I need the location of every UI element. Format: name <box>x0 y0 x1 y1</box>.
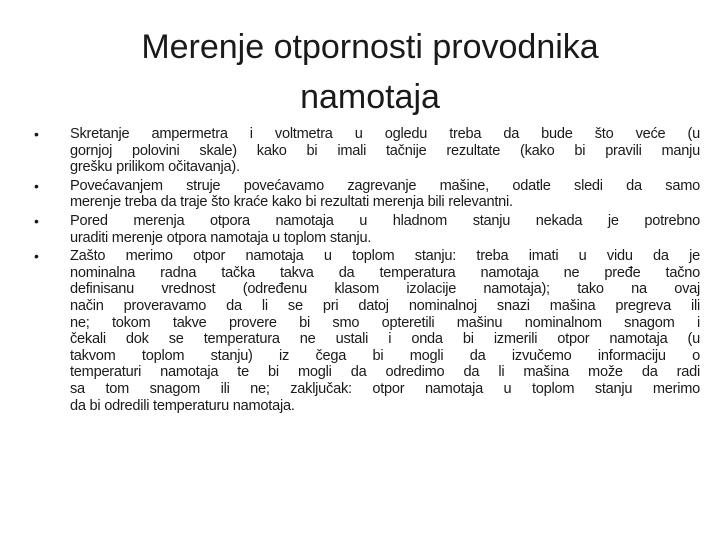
bullet-text-line: grešku prilikom očitavanja). <box>70 159 240 176</box>
bullet-text-line: merenje treba da traje što kraće kako bi rezultati merenja bili relevantni. <box>70 194 513 211</box>
bullet-text-line: Skretanje ampermetra i voltmetra u ogledu treba da bude što veće (u <box>70 126 700 142</box>
title-line: namotaja <box>300 78 440 116</box>
bullet-text-line: temperaturi namotaja te bi mogli da odredimo da li mašina može da radi <box>70 364 700 381</box>
bullet-text-line: Zašto merimo otpor namotaja u toplom stanju: treba imati u vidu da je <box>70 248 700 265</box>
bullet-text-line: nominalna radna tačka takva da temperatura namotaja ne pređe tačno <box>70 264 700 281</box>
bullet-text-line: sa tom snagom ili ne; zaključak: otpor namotaja u toplom stanju merimo <box>70 380 700 397</box>
title-line: Merenje otpornosti provodnika <box>141 28 599 66</box>
bullet-text-line: takvom toplom stanju) iz čega bi mogli da izvučemo informaciju o <box>70 347 700 364</box>
bullet-list <box>28 126 700 416</box>
bullet-text-line: način proveravamo da li se pri datoj nominalnoj snazi mašina pregreva ili <box>70 297 700 314</box>
bullet-item <box>28 248 700 414</box>
bullet-text-line: definisanu vrednost (određenu klasom izolacije namotaja); tako na ovaj <box>70 281 700 298</box>
slide-title <box>20 22 720 122</box>
bullet-text-line: uraditi merenje otpora namotaja u toplom stanju. <box>70 229 372 246</box>
bullet-text-line: čekali dok se temperatura ne ustali i onda bi izmerili otpor namotaja (u <box>70 331 700 348</box>
bullet-text-line: da bi odredili temperaturu namotaja. <box>70 397 295 414</box>
bullet-dot-icon: • <box>34 177 39 194</box>
bullet-dot-icon: • <box>34 248 39 265</box>
bullet-item <box>28 178 700 211</box>
bullet-item <box>28 126 700 176</box>
bullet-text-line: gornjoj polovini skale) kako bi imali tačnije rezultate (kako bi pravili manju <box>70 142 700 159</box>
bullet-text-line: Pored merenja otpora namotaja u hladnom stanju nekada je potrebno <box>70 212 700 229</box>
bullet-dot-icon: • <box>34 212 39 229</box>
bullet-dot-icon: • <box>34 126 39 142</box>
bullet-text-line: ne; tokom takve provere bi smo opteretili mašinu nominalnom snagom i <box>70 314 700 331</box>
bullet-text-line: Povećavanjem struje povećavamo zagrevanje mašine, odatle sledi da samo <box>70 177 700 194</box>
bullet-item <box>28 213 700 246</box>
